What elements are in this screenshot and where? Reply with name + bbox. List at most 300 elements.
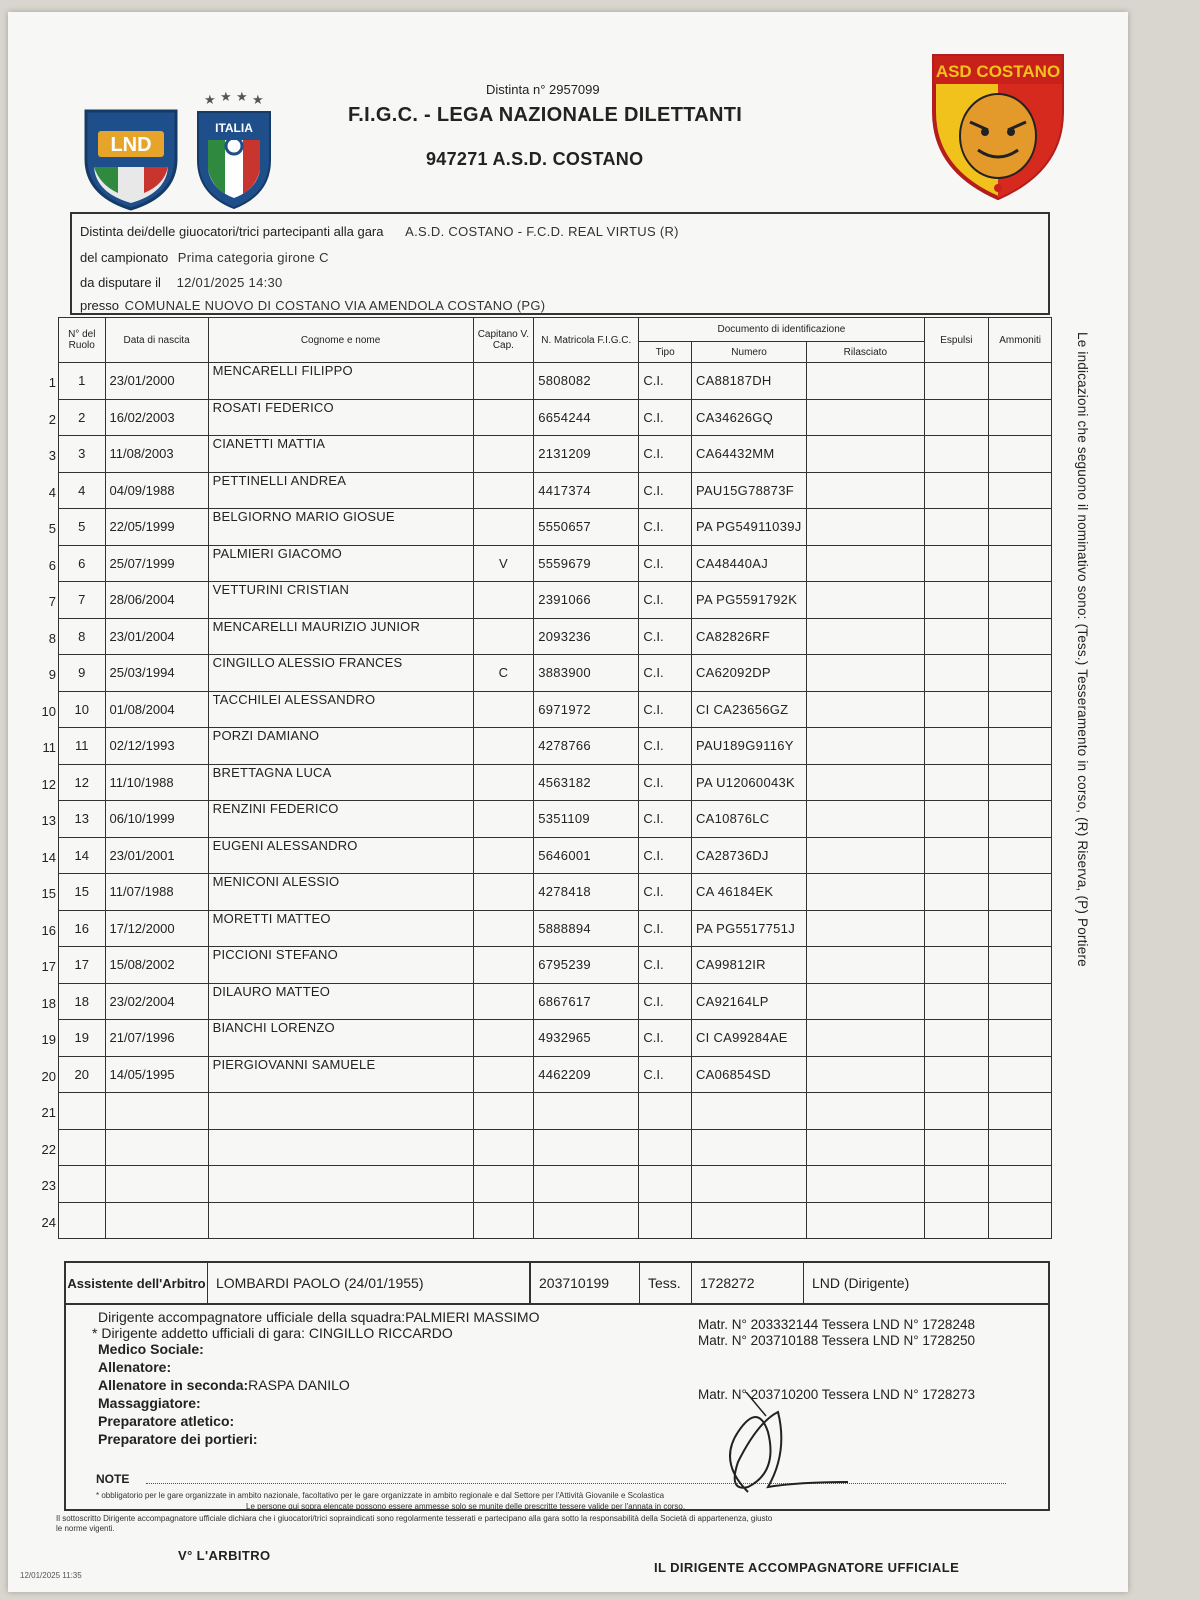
svg-text:★: ★ (220, 90, 232, 105)
cell-espulsi (924, 947, 989, 984)
cell-tipo: C.I. (639, 436, 692, 473)
assistente-nome: LOMBARDI PAOLO (24/01/1955) (208, 1263, 530, 1303)
cell-matricola (534, 1202, 639, 1239)
svg-text:★: ★ (252, 93, 264, 108)
cell-numero: CA 46184EK (691, 874, 806, 911)
cell-nome (208, 1129, 473, 1166)
assistente-label: Assistente dell'Arbitro (66, 1263, 208, 1303)
side-note-text: Le indicazioni che seguono il nominativo sono: (Tess.) Tesseramento in corso, (R) Riserva, (P) Portiere (1075, 332, 1090, 967)
row-number: 7 (48, 594, 56, 609)
cell-ruolo: 9 (59, 655, 106, 692)
cell-nascita: 21/07/1996 (105, 1020, 208, 1057)
cell-nascita: 02/12/1993 (105, 728, 208, 765)
cell-nascita (105, 1166, 208, 1203)
fine-print-3: Il sottoscritto Dirigente accompagnatore ufficiale dichiara che i giuocatori/trici sopraindicati sono regolarmente tesserati e partecipano alla gara sotto la responsabilità della Società di appartenenza, giusto (56, 1514, 773, 1523)
lnd-logo-text: LND (110, 134, 152, 156)
cell-numero: CA88187DH (691, 363, 806, 400)
cell-ruolo: 8 (59, 618, 106, 655)
side-note (1074, 332, 1092, 1032)
cell-capitano (473, 764, 534, 801)
cell-nascita: 06/10/1999 (105, 801, 208, 838)
cell-matricola: 6867617 (534, 983, 639, 1020)
cell-rilasciato (807, 947, 924, 984)
seconda-line (98, 1377, 350, 1393)
cell-ammoniti (989, 1056, 1052, 1093)
cell-numero: CA64432MM (691, 436, 806, 473)
cell-espulsi (924, 837, 989, 874)
cell-capitano (473, 1020, 534, 1057)
table-row (59, 545, 1052, 582)
cell-nome: MENCARELLI MAURIZIO JUNIOR (208, 618, 473, 655)
cell-espulsi (924, 363, 989, 400)
table-row (59, 837, 1052, 874)
row-number: 17 (41, 959, 56, 974)
assistente-numero: 1728272 (692, 1263, 804, 1303)
cell-nascita: 15/08/2002 (105, 947, 208, 984)
note-line (146, 1483, 1006, 1484)
cell-ammoniti (989, 399, 1052, 436)
row-number: 12 (41, 776, 56, 792)
table-row (59, 874, 1052, 911)
table-row (59, 509, 1052, 546)
table-row (59, 399, 1052, 436)
seconda-label: Allenatore in seconda: (98, 1377, 249, 1393)
cell-nome: BELGIORNO MARIO GIOSUE (208, 509, 473, 546)
cell-espulsi (924, 910, 989, 947)
cell-numero: CA99812IR (691, 947, 806, 984)
cell-matricola: 4932965 (534, 1020, 639, 1057)
cell-ruolo (59, 1166, 106, 1203)
assistente-ente: LND (Dirigente) (812, 1275, 910, 1291)
cell-nome: ROSATI FEDERICO (208, 399, 473, 436)
cell-matricola: 4462209 (534, 1056, 639, 1093)
table-row (59, 618, 1052, 655)
cell-matricola: 5646001 (534, 837, 639, 874)
cell-numero: CA82826RF (691, 618, 806, 655)
cell-ruolo: 18 (59, 983, 106, 1020)
cell-matricola: 6654244 (534, 399, 639, 436)
addetto-line (92, 1325, 453, 1341)
cell-ammoniti (989, 1202, 1052, 1239)
cell-ruolo (59, 1202, 106, 1239)
cell-tipo: C.I. (639, 1020, 692, 1057)
row-number: 14 (41, 849, 56, 865)
cell-numero: CA34626GQ (691, 399, 806, 436)
col-ruolo: N° del Ruolo (59, 318, 106, 363)
cell-rilasciato (807, 655, 924, 692)
table-row (59, 728, 1052, 765)
cell-numero: PA PG5517751J (691, 910, 806, 947)
row-number: 11 (42, 740, 56, 755)
cell-tipo: C.I. (639, 618, 692, 655)
cell-capitano (473, 983, 534, 1020)
cell-espulsi (924, 582, 989, 619)
cell-rilasciato (807, 1166, 924, 1203)
cell-matricola: 5808082 (534, 363, 639, 400)
svg-text:★: ★ (236, 90, 248, 105)
row-number: 1 (48, 375, 56, 390)
cell-ammoniti (989, 728, 1052, 765)
cell-matricola: 6971972 (534, 691, 639, 728)
cell-tipo: C.I. (639, 983, 692, 1020)
officials-box (64, 1305, 1050, 1511)
cell-matricola: 4278418 (534, 874, 639, 911)
table-row (59, 1056, 1052, 1093)
col-ammoniti: Ammoniti (989, 318, 1052, 363)
cell-espulsi (924, 509, 989, 546)
cell-rilasciato (807, 436, 924, 473)
distinta-sheet (8, 12, 1128, 1592)
col-numero: Numero (691, 342, 806, 363)
cell-espulsi (924, 655, 989, 692)
col-rilasciato: Rilasciato (807, 342, 924, 363)
arbitro-signature-label: V° L'ARBITRO (178, 1548, 271, 1563)
cell-rilasciato (807, 618, 924, 655)
cell-rilasciato (807, 1056, 924, 1093)
cell-matricola: 5559679 (534, 545, 639, 582)
row-number: 20 (41, 1068, 56, 1084)
cell-rilasciato (807, 1020, 924, 1057)
cell-nome: CINGILLO ALESSIO FRANCES (208, 655, 473, 692)
cell-espulsi (924, 1020, 989, 1057)
gara-value: A.S.D. COSTANO - F.C.D. REAL VIRTUS (R) (405, 224, 679, 239)
cell-tipo: C.I. (639, 363, 692, 400)
data-label: da disputare il (80, 275, 161, 290)
print-timestamp: 12/01/2025 11:35 (20, 1571, 82, 1580)
cell-matricola (534, 1093, 639, 1130)
cell-nome (208, 1166, 473, 1203)
cell-tipo: C.I. (639, 947, 692, 984)
campionato-value: Prima categoria girone C (177, 250, 329, 265)
cell-ruolo (59, 1129, 106, 1166)
cell-nome: PICCIONI STEFANO (208, 947, 473, 984)
cell-matricola: 3883900 (534, 655, 639, 692)
cell-espulsi (924, 983, 989, 1020)
cell-ammoniti (989, 472, 1052, 509)
cell-nome: VETTURINI CRISTIAN (208, 582, 473, 619)
cell-nome: RENZINI FEDERICO (208, 801, 473, 838)
table-row (59, 1202, 1052, 1239)
cell-numero (691, 1166, 806, 1203)
cell-ammoniti (989, 1129, 1052, 1166)
cell-nome (208, 1093, 473, 1130)
table-row (59, 655, 1052, 692)
cell-numero: CI CA23656GZ (691, 691, 806, 728)
cell-nascita: 23/01/2004 (105, 618, 208, 655)
cell-tipo: C.I. (639, 655, 692, 692)
cell-capitano (473, 1166, 534, 1203)
cell-tipo: C.I. (639, 1056, 692, 1093)
col-documento: Documento di identificazione (639, 318, 924, 342)
note-label: NOTE (96, 1472, 130, 1486)
seconda-value: RASPA DANILO (248, 1377, 350, 1393)
cell-nascita: 23/02/2004 (105, 983, 208, 1020)
cell-ruolo: 13 (59, 801, 106, 838)
cell-nome: PETTINELLI ANDREA (208, 472, 473, 509)
cell-nascita: 11/08/2003 (105, 436, 208, 473)
cell-matricola: 5550657 (534, 509, 639, 546)
row-number: 5 (48, 521, 56, 536)
cell-rilasciato (807, 801, 924, 838)
row-number: 4 (48, 484, 56, 500)
cell-nascita: 11/10/1988 (105, 764, 208, 801)
cell-nascita: 14/05/1995 (105, 1056, 208, 1093)
asd-costano-logo (930, 52, 1066, 202)
fine-print-1: * obbligatorio per le gare organizzate in ambito nazionale, facoltativo per le gare organizzate in ambito regionale e dal Settore per l'Attività Giovanile e Scolastica (96, 1491, 665, 1500)
cell-rilasciato (807, 728, 924, 765)
cell-rilasciato (807, 983, 924, 1020)
row-number: 24 (41, 1214, 56, 1230)
table-row (59, 764, 1052, 801)
table-row (59, 691, 1052, 728)
header (8, 12, 1128, 212)
cell-ruolo: 2 (59, 399, 106, 436)
cell-espulsi (924, 691, 989, 728)
cell-numero: CI CA99284AE (691, 1020, 806, 1057)
cell-capitano (473, 472, 534, 509)
cell-ruolo: 14 (59, 837, 106, 874)
row-number: 16 (41, 922, 56, 938)
assistente-arbitro-row (64, 1261, 1050, 1305)
cell-nome: BRETTAGNA LUCA (208, 764, 473, 801)
match-campionato (80, 250, 329, 265)
match-gara (80, 224, 679, 239)
cell-rilasciato (807, 764, 924, 801)
cell-ruolo: 11 (59, 728, 106, 765)
cell-rilasciato (807, 1202, 924, 1239)
cell-ammoniti (989, 582, 1052, 619)
row-number: 9 (48, 667, 56, 682)
cell-numero: PA U12060043K (691, 764, 806, 801)
cell-capitano: V (473, 545, 534, 582)
cell-tipo: C.I. (639, 764, 692, 801)
cell-espulsi (924, 436, 989, 473)
fine-print-4: le norme vigenti. (56, 1524, 115, 1533)
row-number: 6 (48, 557, 56, 573)
cell-tipo: C.I. (639, 910, 692, 947)
cell-matricola: 2131209 (534, 436, 639, 473)
cell-capitano (473, 618, 534, 655)
cell-nascita: 01/08/2004 (105, 691, 208, 728)
presso-label: presso (80, 298, 120, 313)
cell-tipo: C.I. (639, 837, 692, 874)
cell-ammoniti (989, 910, 1052, 947)
cell-nome: CIANETTI MATTIA (208, 436, 473, 473)
table-row (59, 582, 1052, 619)
fine-print-2: Le persone qui sopra elencate possono essere ammesse solo se munite delle prescritte tessere valide per l'annata in corso. (246, 1502, 686, 1511)
cell-numero (691, 1129, 806, 1166)
cell-tipo: C.I. (639, 691, 692, 728)
cell-ruolo: 16 (59, 910, 106, 947)
row-number: 22 (41, 1141, 56, 1157)
cell-rilasciato (807, 1129, 924, 1166)
table-row (59, 801, 1052, 838)
players-table (58, 317, 1052, 1239)
cell-capitano (473, 582, 534, 619)
cell-rilasciato (807, 1093, 924, 1130)
cell-tipo: C.I. (639, 545, 692, 582)
cell-capitano (473, 691, 534, 728)
row-number: 23 (41, 1178, 56, 1193)
cell-rilasciato (807, 363, 924, 400)
portieri-label: Preparatore dei portieri: (98, 1431, 258, 1447)
cell-nascita (105, 1202, 208, 1239)
cell-capitano (473, 1129, 534, 1166)
club-logo-text: ASD COSTANO (935, 62, 1061, 81)
cell-numero: PA PG5591792K (691, 582, 806, 619)
cell-tipo: C.I. (639, 582, 692, 619)
match-presso (80, 298, 545, 313)
cell-nome: TACCHILEI ALESSANDRO (208, 691, 473, 728)
signature (688, 1392, 868, 1502)
cell-nome: DILAURO MATTEO (208, 983, 473, 1020)
cell-rilasciato (807, 582, 924, 619)
col-capitano: Capitano V. Cap. (473, 318, 534, 363)
allenatore-label: Allenatore: (98, 1359, 172, 1375)
cell-matricola: 5888894 (534, 910, 639, 947)
cell-rilasciato (807, 472, 924, 509)
addetto-value: CINGILLO RICCARDO (308, 1325, 453, 1341)
cell-ruolo: 12 (59, 764, 106, 801)
cell-rilasciato (807, 545, 924, 582)
cell-numero: PAU15G78873F (691, 472, 806, 509)
cell-ruolo: 6 (59, 545, 106, 582)
cell-espulsi (924, 728, 989, 765)
table-row (59, 472, 1052, 509)
table-row (59, 436, 1052, 473)
cell-ruolo: 1 (59, 363, 106, 400)
cell-nascita: 28/06/2004 (105, 582, 208, 619)
col-nascita: Data di nascita (105, 318, 208, 363)
lnd-logo (82, 107, 180, 211)
cell-matricola: 4417374 (534, 472, 639, 509)
cell-ruolo: 20 (59, 1056, 106, 1093)
cell-nome: PORZI DAMIANO (208, 728, 473, 765)
cell-capitano (473, 1056, 534, 1093)
dirigente-label: Dirigente accompagnatore ufficiale della squadra: (98, 1309, 406, 1325)
gara-label: Distinta dei/delle giuocatori/trici partecipanti alla gara (80, 224, 384, 239)
cell-ruolo (59, 1093, 106, 1130)
cell-capitano (473, 947, 534, 984)
distinta-number: Distinta n° 2957099 (486, 82, 600, 97)
cell-ammoniti (989, 691, 1052, 728)
row-number: 8 (48, 630, 56, 646)
cell-ammoniti (989, 874, 1052, 911)
row-number: 21 (41, 1105, 56, 1120)
cell-nascita: 16/02/2003 (105, 399, 208, 436)
cell-ammoniti (989, 801, 1052, 838)
cell-numero (691, 1202, 806, 1239)
cell-nome: PALMIERI GIACOMO (208, 545, 473, 582)
row-number: 15 (41, 886, 56, 901)
cell-ammoniti (989, 363, 1052, 400)
cell-espulsi (924, 1056, 989, 1093)
cell-tipo: C.I. (639, 509, 692, 546)
cell-espulsi (924, 1202, 989, 1239)
cell-capitano (473, 509, 534, 546)
cell-tipo (639, 1129, 692, 1166)
matr-addetto: Matr. N° 203710188 Tessera LND N° 1728250 (698, 1333, 975, 1348)
preparatore-label: Preparatore atletico: (98, 1413, 235, 1429)
cell-nome: EUGENI ALESSANDRO (208, 837, 473, 874)
cell-nascita: 23/01/2001 (105, 837, 208, 874)
cell-ruolo: 7 (59, 582, 106, 619)
row-number: 19 (41, 1032, 56, 1047)
svg-text:★: ★ (204, 93, 216, 108)
cell-ammoniti (989, 837, 1052, 874)
cell-nascita: 22/05/1999 (105, 509, 208, 546)
presso-value: COMUNALE NUOVO DI COSTANO VIA AMENDOLA COSTANO (PG) (124, 298, 546, 313)
row-number: 18 (41, 995, 56, 1011)
cell-espulsi (924, 1129, 989, 1166)
dirigente-signature-label: IL DIRIGENTE ACCOMPAGNATORE UFFICIALE (654, 1560, 960, 1575)
cell-numero: CA62092DP (691, 655, 806, 692)
cell-capitano (473, 910, 534, 947)
cell-nome (208, 1202, 473, 1239)
cell-numero: CA48440AJ (691, 545, 806, 582)
matr-dirigente: Matr. N° 203332144 Tessera LND N° 1728248 (698, 1317, 975, 1332)
cell-matricola: 6795239 (534, 947, 639, 984)
cell-tipo: C.I. (639, 874, 692, 911)
addetto-label: * Dirigente addetto ufficiali di gara: (92, 1325, 305, 1341)
cell-numero: CA10876LC (691, 801, 806, 838)
cell-rilasciato (807, 691, 924, 728)
cell-ammoniti (989, 618, 1052, 655)
medico-label: Medico Sociale: (98, 1341, 204, 1357)
cell-numero (691, 1093, 806, 1130)
italia-logo-text: ITALIA (215, 121, 253, 135)
cell-capitano (473, 1202, 534, 1239)
row-number: 2 (48, 411, 56, 427)
cell-nome: PIERGIOVANNI SAMUELE (208, 1056, 473, 1093)
table-row (59, 1020, 1052, 1057)
cell-espulsi (924, 874, 989, 911)
cell-tipo: C.I. (639, 801, 692, 838)
cell-numero: CA06854SD (691, 1056, 806, 1093)
table-row (59, 1093, 1052, 1130)
cell-ammoniti (989, 1166, 1052, 1203)
cell-capitano (473, 874, 534, 911)
figc-italia-logo (194, 90, 274, 210)
cell-capitano: C (473, 655, 534, 692)
cell-numero: CA28736DJ (691, 837, 806, 874)
cell-rilasciato (807, 874, 924, 911)
cell-nascita: 11/07/1988 (105, 874, 208, 911)
cell-ammoniti (989, 1020, 1052, 1057)
cell-numero: PAU189G9116Y (691, 728, 806, 765)
cell-nome: BIANCHI LORENZO (208, 1020, 473, 1057)
cell-capitano (473, 1093, 534, 1130)
club-name: 947271 A.S.D. COSTANO (426, 149, 644, 169)
cell-espulsi (924, 545, 989, 582)
cell-tipo (639, 1202, 692, 1239)
cell-matricola: 2093236 (534, 618, 639, 655)
cell-ruolo: 5 (59, 509, 106, 546)
cell-ruolo: 15 (59, 874, 106, 911)
cell-capitano (473, 837, 534, 874)
cell-capitano (473, 399, 534, 436)
cell-capitano (473, 436, 534, 473)
cell-espulsi (924, 1093, 989, 1130)
cell-nascita: 25/03/1994 (105, 655, 208, 692)
cell-tipo (639, 1093, 692, 1130)
cell-matricola: 5351109 (534, 801, 639, 838)
cell-nome: MENCARELLI FILIPPO (208, 363, 473, 400)
cell-tipo: C.I. (639, 728, 692, 765)
cell-ammoniti (989, 436, 1052, 473)
cell-ruolo: 19 (59, 1020, 106, 1057)
cell-nome: MENICONI ALESSIO (208, 874, 473, 911)
